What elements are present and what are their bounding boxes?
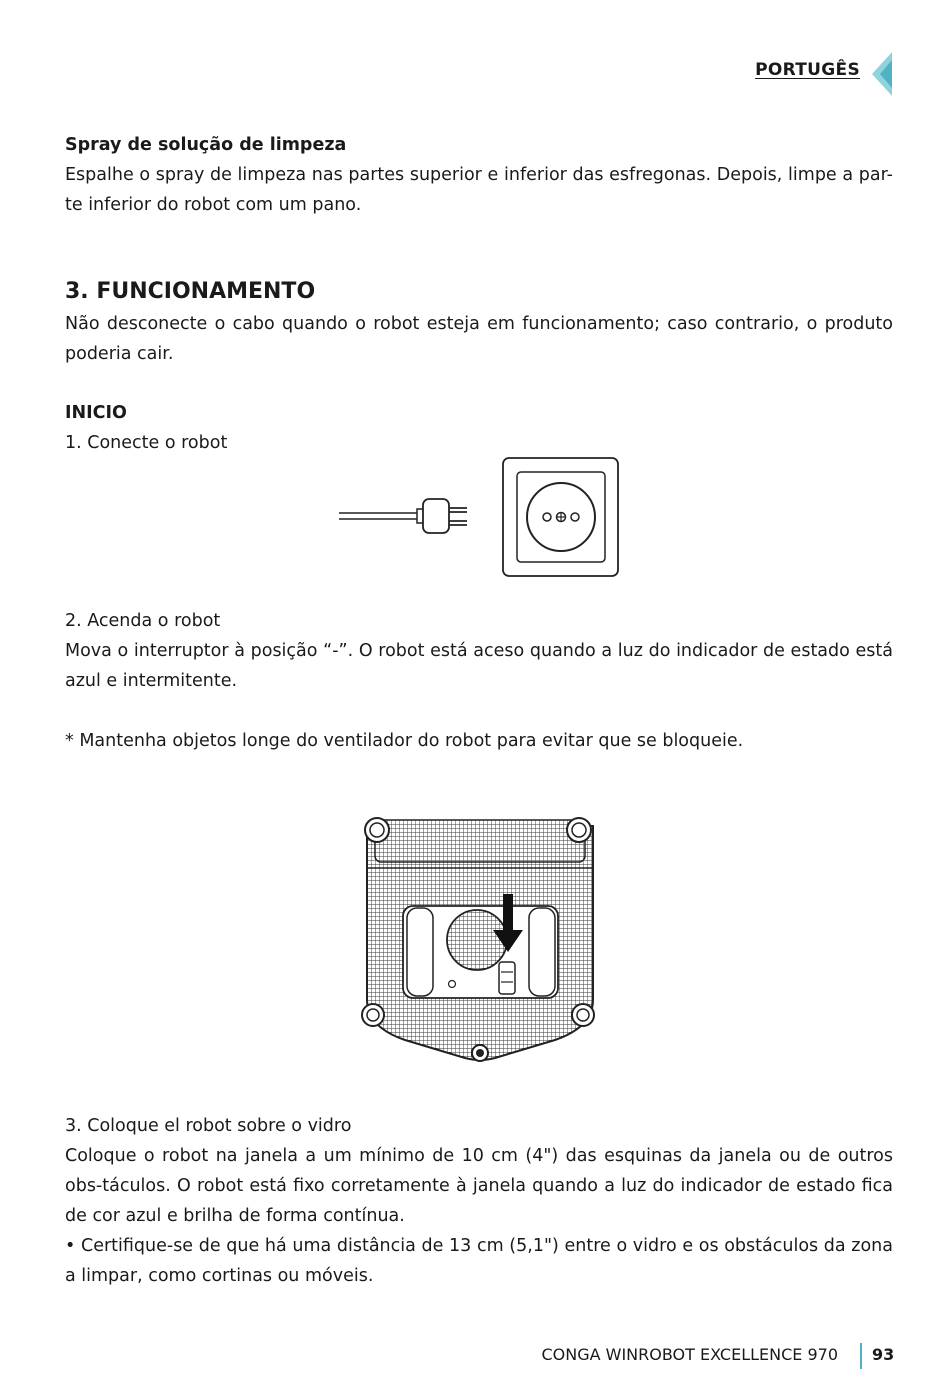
spray-title: Spray de solução de limpeza <box>65 135 347 155</box>
step2-text: Mova o interruptor à posição “-”. O robot está aceso quando a luz do indicador de estado está azul e intermitente. <box>65 641 893 691</box>
step2-title: 2. Acenda o robot <box>65 611 221 631</box>
step3-title: 3. Coloque el robot sobre o vidro <box>65 1116 352 1136</box>
step3-text: Coloque o robot na janela a um mínimo de 10 cm (4") das esquinas da janela ou de outros obs-táculos. O robot está fixo corretamente à janela quando a luz do indicador de estado fica de cor azul e brilha de forma contínua. <box>65 1146 893 1226</box>
robot-underside-switch-illustration <box>355 812 605 1068</box>
page-number: 93 <box>872 1345 895 1364</box>
step1-label: 1. Conecte o robot <box>65 433 228 453</box>
section-title: 3. FUNCIONAMENTO <box>65 279 316 304</box>
inicio-title: INICIO <box>65 403 127 423</box>
step3-bullet: • Certifique-se de que há uma distância de 13 cm (5,1") entre o vidro e os obstáculos da zona a limpar, como cortinas ou móveis. <box>65 1236 893 1286</box>
plug-and-socket-illustration <box>335 455 625 580</box>
language-label: PORTUGÊS <box>755 60 860 80</box>
footer-separator <box>860 1343 862 1369</box>
section-intro: Não desconecte o cabo quando o robot esteja em funcionamento; caso contrario, o produto poderia cair. <box>65 314 893 364</box>
teal-arrow-tab-icon <box>868 50 896 98</box>
footer-product: CONGA WINROBOT EXCELLENCE 970 <box>541 1345 838 1364</box>
step2-note: * Mantenha objetos longe do ventilador do robot para evitar que se bloqueie. <box>65 731 744 751</box>
spray-text: Espalhe o spray de limpeza nas partes superior e inferior das esfregonas. Depois, limpe a par-te inferior do robot com um pano. <box>65 165 893 215</box>
